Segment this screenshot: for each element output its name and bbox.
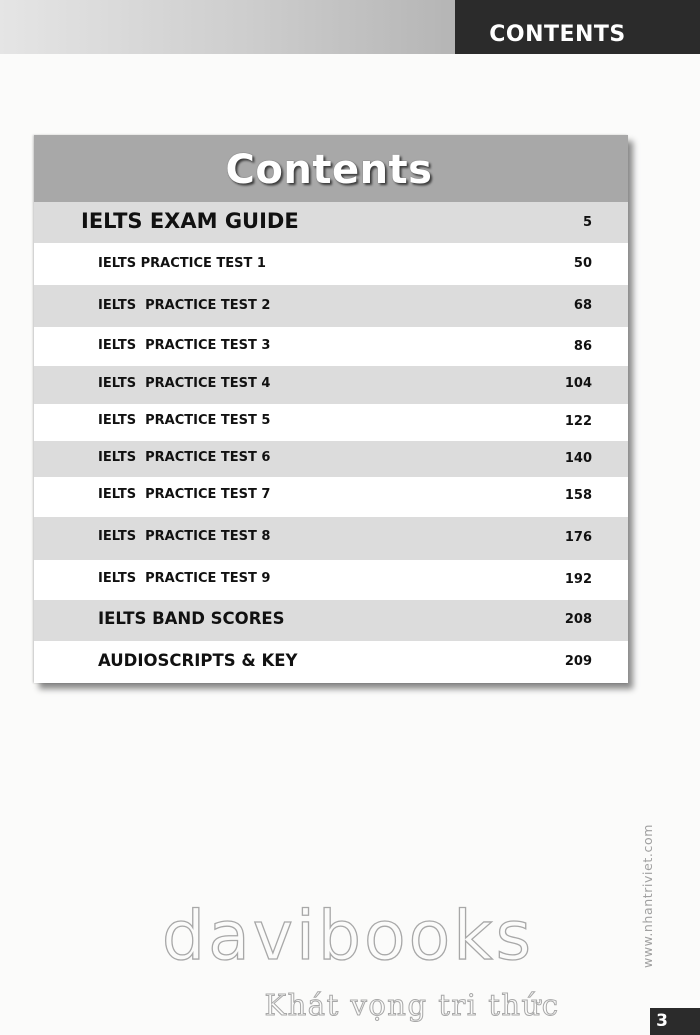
toc-heading: Contents xyxy=(225,147,433,193)
toc-header xyxy=(34,135,628,202)
watermark-tagline: Khát vọng tri thức xyxy=(264,988,560,1022)
toc-row-page: 192 xyxy=(564,572,592,587)
toc-row-label: IELTS EXAM GUIDE xyxy=(81,209,299,233)
toc-row-test-9[interactable] xyxy=(34,560,628,600)
toc-row-page: 86 xyxy=(573,339,592,354)
toc-row-page: 209 xyxy=(564,654,592,669)
toc-row-label: IELTS PRACTICE TEST 8 xyxy=(98,529,271,544)
section-title: CONTENTS xyxy=(489,22,626,47)
toc-row-label: IELTS PRACTICE TEST 5 xyxy=(98,413,271,428)
toc-row-test-4[interactable] xyxy=(34,366,628,404)
toc-row-test-6[interactable] xyxy=(34,441,628,477)
toc-row-label: AUDIOSCRIPTS & KEY xyxy=(98,651,298,670)
toc-row-page: 68 xyxy=(573,298,592,313)
toc-row-test-8[interactable] xyxy=(34,517,628,560)
toc-row-label: IELTS PRACTICE TEST 3 xyxy=(98,338,271,353)
toc-row-page: 176 xyxy=(564,530,592,545)
toc-row-label: IELTS PRACTICE TEST 6 xyxy=(98,450,271,465)
toc-row-label: IELTS PRACTICE TEST 7 xyxy=(98,487,271,502)
toc-row-exam-guide[interactable] xyxy=(34,202,628,243)
header-gradient xyxy=(0,0,455,54)
toc-row-page: 208 xyxy=(564,612,592,627)
top-header-bar xyxy=(0,0,700,54)
toc-row-label: IELTS PRACTICE TEST 9 xyxy=(98,571,271,586)
toc-row-label: IELTS PRACTICE TEST 2 xyxy=(98,298,271,313)
toc-row-test-7[interactable] xyxy=(34,477,628,517)
toc-row-page: 5 xyxy=(582,215,592,230)
toc-row-page: 104 xyxy=(564,376,592,391)
watermark-brand: davibooks xyxy=(161,897,535,976)
toc-row-test-1[interactable] xyxy=(34,243,628,285)
toc-row-test-3[interactable] xyxy=(34,327,628,366)
toc-row-page: 158 xyxy=(564,488,592,503)
toc-row-test-2[interactable] xyxy=(34,285,628,327)
toc-row-page: 50 xyxy=(573,256,592,271)
toc-row-page: 140 xyxy=(564,451,592,466)
toc-row-page: 122 xyxy=(564,414,592,429)
page-number: 3 xyxy=(656,1011,668,1031)
toc-row-label: IELTS BAND SCORES xyxy=(98,609,285,628)
toc-row-label: IELTS PRACTICE TEST 1 xyxy=(98,256,266,271)
page-number-tab xyxy=(650,1008,700,1035)
toc-row-test-5[interactable] xyxy=(34,404,628,441)
toc-row-label: IELTS PRACTICE TEST 4 xyxy=(98,376,271,391)
toc-row-band-scores[interactable] xyxy=(34,600,628,641)
table-of-contents xyxy=(34,135,628,683)
toc-row-audioscripts[interactable] xyxy=(34,641,628,683)
publisher-website: www.nhantriviet.com xyxy=(640,824,655,968)
